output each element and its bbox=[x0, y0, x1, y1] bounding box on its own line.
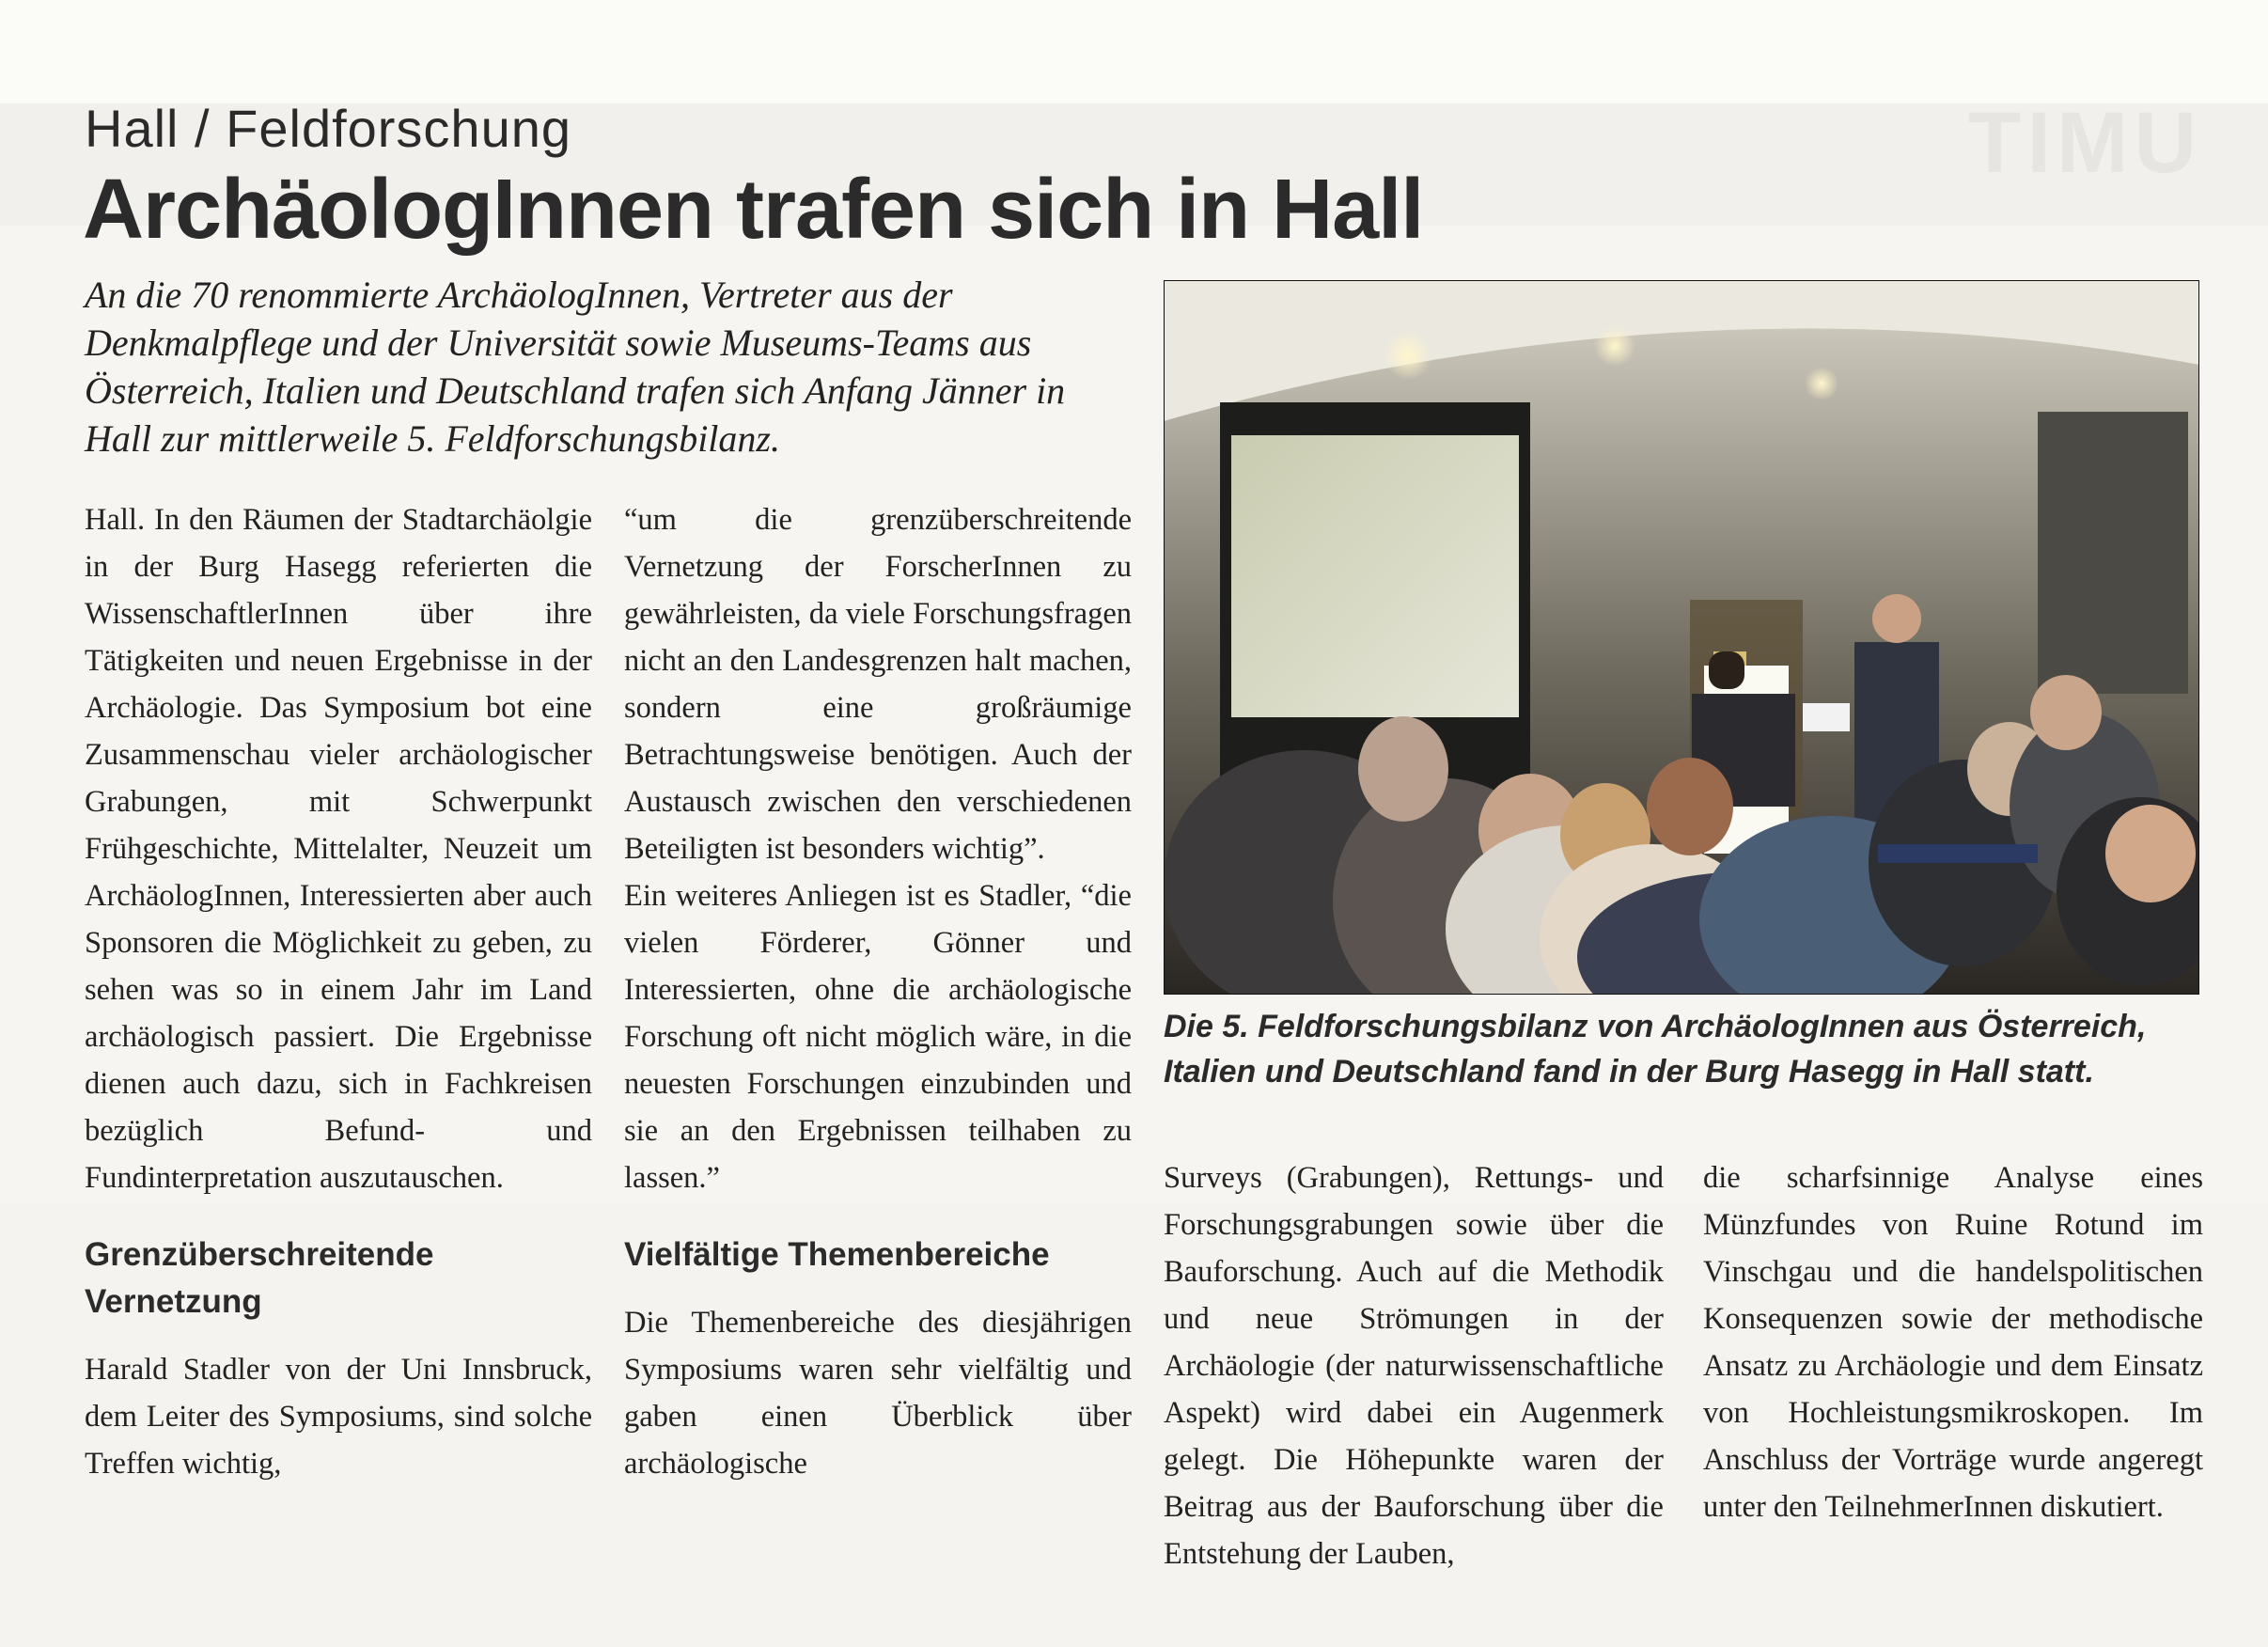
paragraph: Ein weiteres Anliegen ist es Stadler, “die vielen Förderer, Gönner und Interessierten, ohne die archäologische Forschung oft nicht möglich wäre, in die neuesten Forschungen einzubinden und sie an den Ergebnissen teilhaben zu lassen.” bbox=[624, 879, 1132, 1195]
photo-caption: Die 5. Feldforschungsbilanz von ArchäologInnen aus Österreich, Italien und Deutschland fand in der Burg Hasegg in Hall statt. bbox=[1164, 1009, 2147, 1090]
conference-photo-icon bbox=[1164, 280, 2199, 995]
article-lead: An die 70 renommierte ArchäologInnen, Vertreter aus der Denkmalpflege und der Universität sowie Museums-Teams aus Österreich, Italien und Deutschland trafen sich Anfang Jänner in Hall zur mittlerweile 5. Feldforschungsbilanz. bbox=[85, 274, 1066, 460]
text-column-1 bbox=[85, 496, 592, 1487]
paragraph: Hall. In den Räumen der Stadtarchäolgie in der Burg Hasegg referierten die WissenschaftlerInnen über ihre Tätigkeiten und neuen Ergebnisse in der Archäologie. Das Symposium bot eine Zusammenschau vieler archäologischer Grabungen, mit Schwerpunkt Frühgeschichte, Mittelalter, Neuzeit um ArchäologInnen, Interessierten aber auch Sponsoren die Möglichkeit zu geben, zu sehen was so in einem Jahr im Land archäologisch passiert. Die Ergebnisse dienen auch dazu, sich in Fachkreisen bezüglich Befund- und Fundinterpretation auszutauschen. bbox=[85, 503, 592, 1195]
conference-photo bbox=[1164, 280, 2199, 995]
article-headline: ArchäologInnen trafen sich in Hall bbox=[83, 163, 1424, 257]
paragraph: Surveys (Grabungen), Rettungs- und Forschungsgrabungen sowie über die Bauforschung. Auch auf die Methodik und neue Strömungen in der Archäologie (der naturwissenschaftliche Aspekt) wird dabei ein Augenmerk gelegt. Die Höhepunkte waren der Beitrag aus der Bauforschung über die Entstehung der Lauben, bbox=[1164, 1161, 1664, 1571]
page-top-band bbox=[0, 0, 2268, 103]
paragraph: Harald Stadler von der Uni Innsbruck, dem Leiter des Symposiums, sind solche Treffen wichtig, bbox=[85, 1353, 592, 1481]
subheading: Grenzüberschreitende Vernetzung bbox=[85, 1236, 434, 1320]
text-column-2 bbox=[624, 496, 1132, 1487]
subheading: Vielfältige Themenbereiche bbox=[624, 1236, 1050, 1273]
section-kicker: Hall / Feldforschung bbox=[85, 99, 572, 158]
text-column-4 bbox=[1703, 1154, 2203, 1530]
paragraph: die scharfsinnige Analyse eines Münzfundes von Ruine Rotund im Vinschgau und die handelspolitischen Konsequenzen sowie der methodische Ansatz zu Archäologie und dem Einsatz von Hochleistungsmikroskopen. Im Anschluss der Vorträge wurde angeregt unter den TeilnehmerInnen diskutiert. bbox=[1703, 1161, 2203, 1524]
background-watermark: TIMU bbox=[1968, 95, 2202, 191]
paragraph: Die Themenbereiche des diesjährigen Symposiums waren sehr vielfältig und gaben einen Überblick über archäologische bbox=[624, 1306, 1132, 1481]
text-column-3 bbox=[1164, 1154, 1664, 1577]
paragraph: “um die grenzüberschreitende Vernetzung der ForscherInnen zu gewährleisten, da viele Forschungsfragen nicht an den Landesgrenzen halt machen, sondern eine großräumige Betrachtungsweise benötigen. Auch der Austausch zwischen den verschiedenen Beteiligten ist besonders wichtig”. bbox=[624, 503, 1132, 866]
